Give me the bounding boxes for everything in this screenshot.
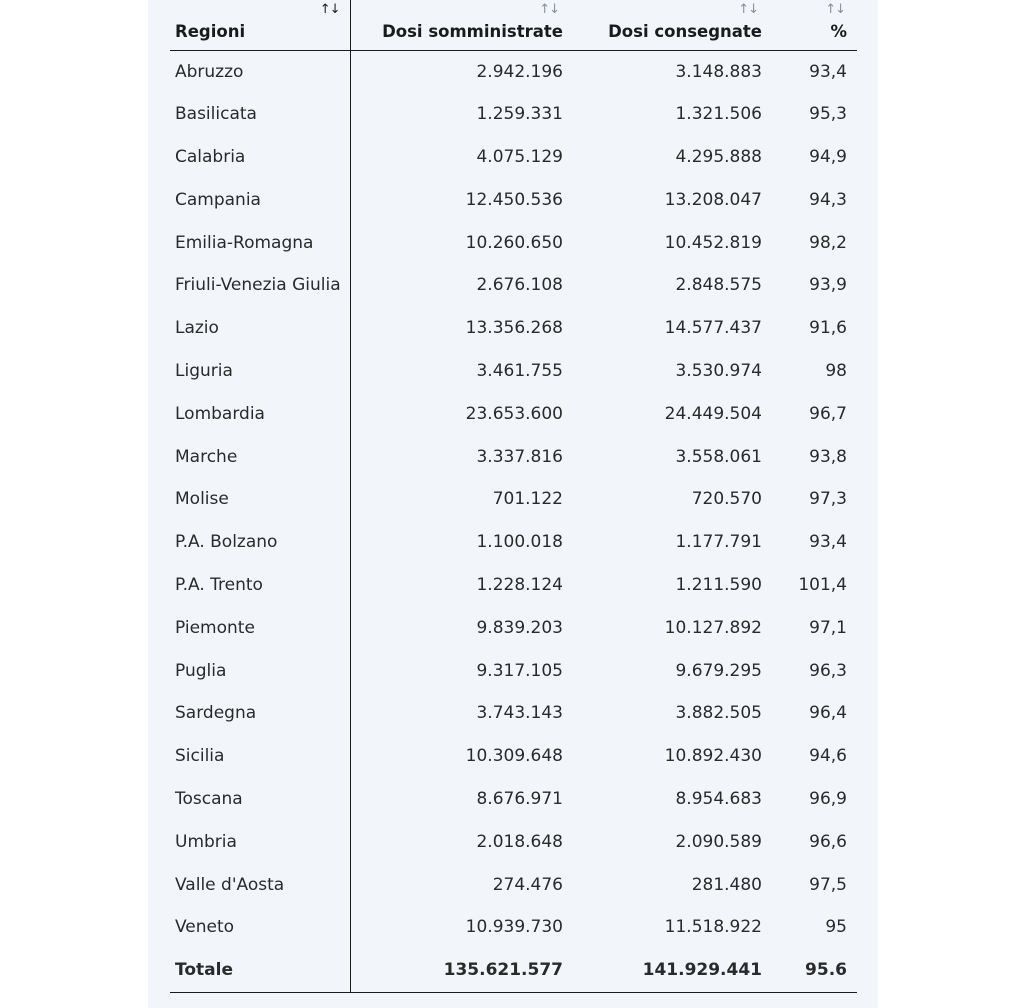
administered-cell: 1.259.331: [476, 104, 563, 125]
table-row: [170, 820, 857, 863]
region-cell: P.A. Bolzano: [170, 521, 350, 564]
table-row: [170, 136, 857, 179]
table-row: [170, 264, 857, 307]
region-cell: Campania: [170, 178, 350, 221]
table-body: [170, 50, 857, 949]
delivered-cell: 13.208.047: [664, 189, 762, 210]
administered-cell: 10.260.650: [465, 232, 563, 253]
percent-cell: 93,4: [809, 532, 847, 553]
percent-cell: 94,6: [809, 746, 847, 767]
delivered-cell: 3.882.505: [675, 703, 762, 724]
percent-cell: 95: [825, 917, 847, 938]
region-cell: Calabria: [170, 136, 350, 179]
administered-cell: 274.476: [492, 874, 563, 895]
administered-cell: 3.337.816: [476, 446, 563, 467]
column-header-regioni[interactable]: [170, 0, 350, 50]
percent-cell: 97,1: [809, 617, 847, 638]
percent-cell: 97,5: [809, 874, 847, 895]
table-row: [170, 692, 857, 735]
percent-cell: 96,3: [809, 660, 847, 681]
administered-cell: 10.939.730: [465, 917, 563, 938]
column-header-label: Dosi consegnate: [608, 21, 762, 41]
sort-arrows-icon[interactable]: ↑↓: [825, 2, 845, 17]
percent-cell: 97,3: [809, 489, 847, 510]
region-cell: Puglia: [170, 649, 350, 692]
percent-cell: 96,7: [809, 403, 847, 424]
table-row: [170, 649, 857, 692]
region-cell: Lombardia: [170, 392, 350, 435]
table-row: [170, 392, 857, 435]
administered-cell: 1.228.124: [476, 574, 563, 595]
delivered-cell: 2.090.589: [675, 831, 762, 852]
region-cell: P.A. Trento: [170, 564, 350, 607]
delivered-cell: 10.892.430: [664, 746, 762, 767]
administered-cell: 23.653.600: [465, 403, 563, 424]
column-header-dosi-somministrate[interactable]: [350, 0, 571, 50]
delivered-cell: 1.177.791: [675, 532, 762, 553]
percent-cell: 93,9: [809, 275, 847, 296]
column-header-label: Regioni: [175, 21, 246, 41]
percent-cell: 94,3: [809, 189, 847, 210]
delivered-cell: 281.480: [691, 874, 762, 895]
sort-arrows-icon[interactable]: ↑↓: [539, 2, 559, 17]
table-header-row: [170, 0, 857, 50]
delivered-cell: 10.452.819: [664, 232, 762, 253]
column-header-label: %: [830, 21, 847, 41]
administered-cell: 9.317.105: [476, 660, 563, 681]
table-row: [170, 93, 857, 136]
percent-cell: 101,4: [798, 574, 847, 595]
administered-cell: 701.122: [492, 489, 563, 510]
administered-cell: 10.309.648: [465, 746, 563, 767]
table-row: [170, 221, 857, 264]
region-cell: Abruzzo: [170, 50, 350, 93]
percent-cell: 95,3: [809, 104, 847, 125]
total-label: Totale: [170, 949, 350, 993]
administered-cell: 1.100.018: [476, 532, 563, 553]
delivered-cell: 2.848.575: [675, 275, 762, 296]
table-row: [170, 521, 857, 564]
administered-cell: 12.450.536: [465, 189, 563, 210]
percent-cell: 93,8: [809, 446, 847, 467]
delivered-cell: 10.127.892: [664, 617, 762, 638]
region-cell: Molise: [170, 478, 350, 521]
percent-cell: 98,2: [809, 232, 847, 253]
column-header-percent[interactable]: [770, 0, 857, 50]
delivered-cell: 8.954.683: [675, 788, 762, 809]
region-cell: Sardegna: [170, 692, 350, 735]
delivered-cell: 720.570: [691, 489, 762, 510]
table-row: [170, 178, 857, 221]
table-row: [170, 435, 857, 478]
delivered-cell: 9.679.295: [675, 660, 762, 681]
percent-cell: 96,4: [809, 703, 847, 724]
administered-cell: 2.676.108: [476, 275, 563, 296]
region-cell: Sicilia: [170, 735, 350, 778]
table-row: [170, 50, 857, 93]
sort-arrows-icon[interactable]: ↑↓: [738, 2, 758, 17]
table-row: [170, 778, 857, 821]
region-cell: Lazio: [170, 307, 350, 350]
region-cell: Basilicata: [170, 93, 350, 136]
delivered-cell: 3.530.974: [675, 360, 762, 381]
region-cell: Veneto: [170, 906, 350, 949]
administered-cell: 3.743.143: [476, 703, 563, 724]
administered-cell: 2.942.196: [476, 61, 563, 82]
region-cell: Toscana: [170, 778, 350, 821]
vaccine-doses-table: [170, 0, 857, 993]
region-cell: Valle d'Aosta: [170, 863, 350, 906]
delivered-cell: 24.449.504: [664, 403, 762, 424]
table-row: [170, 350, 857, 393]
region-cell: Liguria: [170, 350, 350, 393]
percent-cell: 96,9: [809, 788, 847, 809]
table-row: [170, 606, 857, 649]
delivered-cell: 1.211.590: [675, 574, 762, 595]
region-cell: Marche: [170, 435, 350, 478]
delivered-cell: 3.558.061: [675, 446, 762, 467]
delivered-cell: 3.148.883: [675, 61, 762, 82]
region-cell: Emilia-Romagna: [170, 221, 350, 264]
administered-cell: 3.461.755: [476, 360, 563, 381]
delivered-cell: 14.577.437: [664, 318, 762, 339]
administered-cell: 13.356.268: [465, 318, 563, 339]
administered-cell: 4.075.129: [476, 146, 563, 167]
delivered-cell: 11.518.922: [664, 917, 762, 938]
column-header-label: Dosi somministrate: [382, 21, 563, 41]
table-row: [170, 478, 857, 521]
total-percent: 95.6: [770, 949, 857, 993]
delivered-cell: 1.321.506: [675, 104, 762, 125]
total-administered: 135.621.577: [350, 949, 571, 993]
percent-cell: 94,9: [809, 146, 847, 167]
administered-cell: 8.676.971: [476, 788, 563, 809]
administered-cell: 9.839.203: [476, 617, 563, 638]
region-cell: Friuli-Venezia Giulia: [170, 264, 350, 307]
percent-cell: 96,6: [809, 831, 847, 852]
administered-cell: 2.018.648: [476, 831, 563, 852]
total-delivered: 141.929.441: [571, 949, 770, 993]
table-row: [170, 735, 857, 778]
column-header-dosi-consegnate[interactable]: [571, 0, 770, 50]
region-cell: Umbria: [170, 820, 350, 863]
table-row: [170, 906, 857, 949]
table-row: [170, 564, 857, 607]
percent-cell: 91,6: [809, 318, 847, 339]
table-row: [170, 307, 857, 350]
region-cell: Piemonte: [170, 606, 350, 649]
percent-cell: 98: [825, 360, 847, 381]
sort-arrows-icon[interactable]: ↑↓: [319, 2, 340, 17]
table-row: [170, 863, 857, 906]
delivered-cell: 4.295.888: [675, 146, 762, 167]
percent-cell: 93,4: [809, 61, 847, 82]
total-row: [170, 949, 857, 993]
